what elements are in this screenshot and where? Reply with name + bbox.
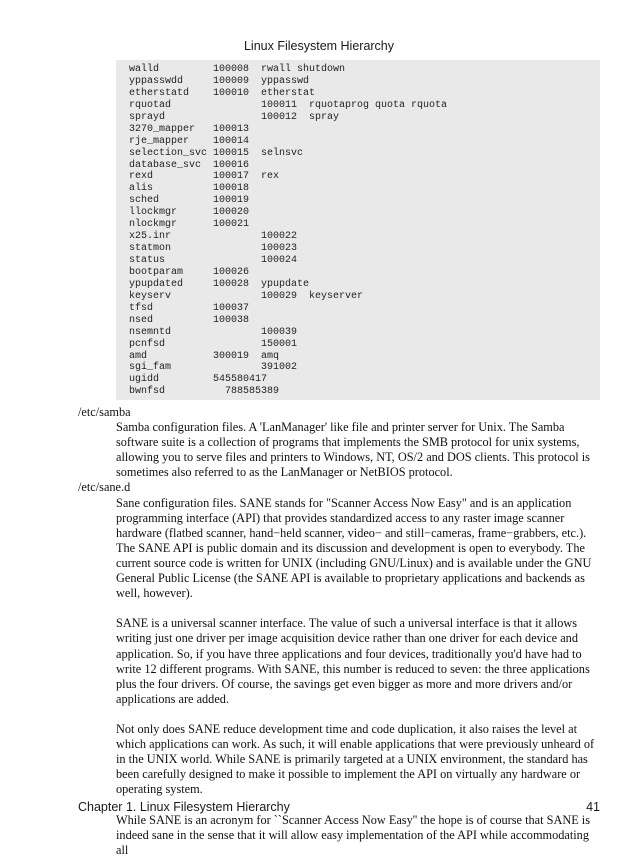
code-line: nsemntd 100039 — [129, 326, 298, 338]
definition-etc-sane-d-p1: Sane configuration files. SANE stands for "Scanner Access Now Easy" and is an application programming interface (API) that provides standardized access to any raster image scanner hardware (flatbed scanner, hand−held scanner, video− and still−cameras, frame−grabbers, etc.). The SANE API is public domain and its discussion and development is open to everybody. The current source code is written for UNIX (including GNU/Linux) and is available under the GNU General Public License (the SANE API is available to proprietary applications and backends as well, however). — [116, 495, 592, 601]
code-line: statmon 100023 — [129, 243, 298, 255]
page-header-title: Linux Filesystem Hierarchy — [243, 39, 395, 53]
code-line: 3270_mapper 100013 — [129, 123, 250, 135]
code-line: llockmgr 100020 — [129, 207, 250, 219]
term-etc-sane-d: /etc/sane.d — [78, 480, 131, 495]
document-body — [78, 405, 600, 858]
code-line: rexd 100017 rex — [129, 171, 280, 183]
code-line: yppasswdd 100009 yppasswd — [129, 75, 310, 87]
code-line: status 100024 — [129, 255, 298, 266]
definition-etc-sane-d-p2: SANE is a universal scanner interface. The value of such a universal interface is that it allows writing just one driver per image acquisition device rather than one driver for each device and application. So, if you have three applications and four devices, traditionally you'd have had to write 12 different programs. With SANE, this number is reduced to seven: the three applications plus the four drivers. Of course, the savings get even bigger as more and more drivers and/or applications are added. — [116, 616, 590, 706]
code-line: bwnfsd 788585389 — [129, 386, 280, 398]
code-line: pcnfsd 150001 — [129, 338, 298, 350]
code-line: ypupdated 100028 ypupdate — [129, 278, 310, 290]
code-line: tfsd 100037 — [129, 302, 250, 314]
code-line: selection_svc 100015 selnsvc — [129, 147, 304, 159]
code-line: rquotad 100011 rquotaprog quota rquota — [129, 99, 448, 111]
page-footer — [78, 800, 600, 814]
code-line: sprayd 100012 spray — [129, 111, 340, 123]
code-line: walld 100008 rwall shutdown — [129, 64, 346, 75]
code-line: database_svc 100016 — [129, 159, 250, 171]
code-line: x25.inr 100022 — [129, 231, 298, 243]
code-block — [116, 60, 600, 400]
code-line: nsed 100038 — [129, 314, 250, 326]
definition-etc-sane-d-p3: Not only does SANE reduce development time and code duplication, it also raises the level at which applications can work. As such, it will enable applications that were previously unheard of in the UNIX world. While SANE is primarily targeted at a UNIX environment, the standard has been carefully designed to make it possible to implement the API on virtually any hardware or operating system. — [116, 721, 595, 797]
code-line: nlockmgr 100021 — [129, 219, 250, 231]
code-line: rje_mapper 100014 — [129, 135, 250, 147]
code-line: alis 100018 — [129, 183, 250, 195]
code-line: bootparam 100026 — [129, 266, 250, 278]
footer-chapter: Chapter 1. Linux Filesystem Hierarchy — [78, 800, 290, 814]
code-line: etherstatd 100010 etherstat — [129, 87, 316, 99]
definition-etc-samba: Samba configuration files. A 'LanManager' like file and printer server for Unix. The Samba software suite is a collection of programs that implements the SMB protocol for unix systems, allowing you to serve files and printers to Windows, NT, OS/2 and DOS clients. This protocol is sometimes also referred to as the LanManager or NetBIOS protocol. — [116, 420, 590, 480]
code-line: keyserv 100029 keyserver — [129, 290, 364, 302]
code-line: amd 300019 amq — [129, 350, 280, 362]
page-number: 41 — [586, 800, 600, 814]
code-line: ugidd 545580417 — [129, 374, 268, 386]
code-line: sched 100019 — [129, 195, 250, 207]
term-etc-samba: /etc/samba — [78, 405, 131, 419]
definition-etc-sane-d-p4: While SANE is an acronym for ``Scanner Access Now Easy'' the hope is of course that SANE is indeed sane in the sense that it will allow easy implementation of the API while accommodating all — [116, 812, 590, 857]
code-line: sgi_fam 391002 — [129, 362, 298, 374]
